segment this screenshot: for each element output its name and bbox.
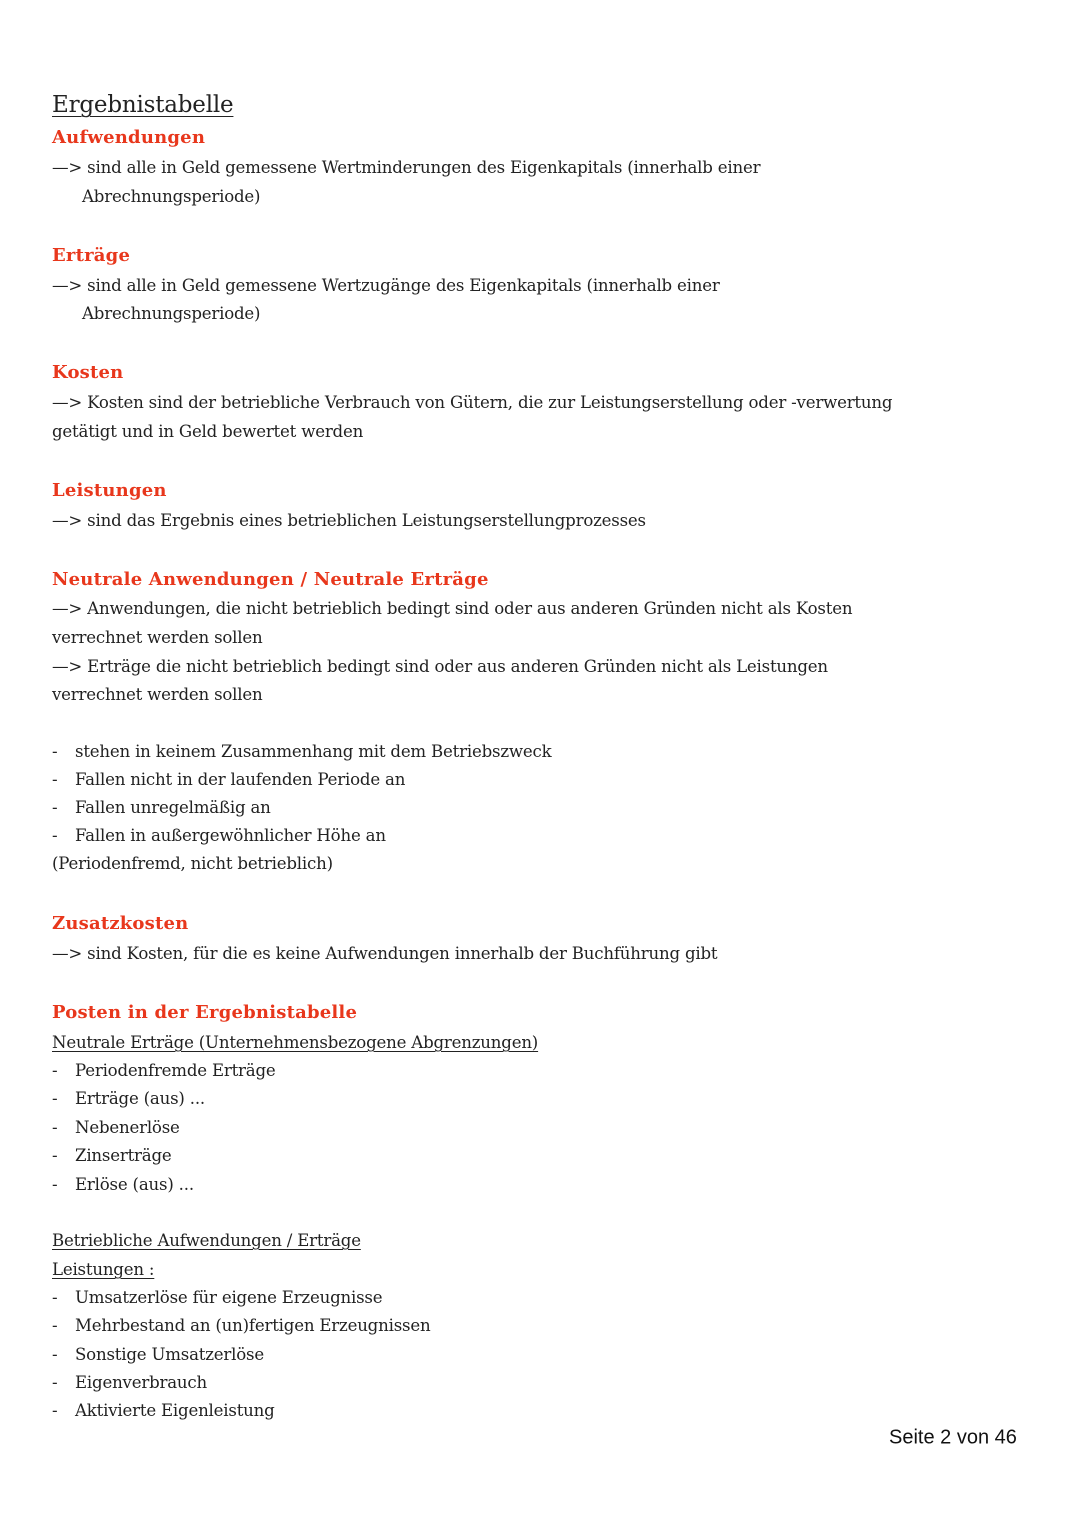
bullet-dash: - xyxy=(52,1061,58,1080)
bullet-dash: - xyxy=(52,1118,58,1137)
heading-neutrale: Neutrale Anwendungen / Neutrale Erträge xyxy=(52,569,489,590)
list-item-text: Sonstige Umsatzerlöse xyxy=(75,1345,264,1364)
page-number: Seite 2 von 46 xyxy=(889,1426,1017,1449)
list-item xyxy=(52,1061,276,1081)
paragraph-line: —> Kosten sind der betriebliche Verbrauch von Gütern, die zur Leistungserstellung oder -verwertung xyxy=(52,393,893,412)
list-item xyxy=(52,798,271,818)
bullet-dash: - xyxy=(52,1175,58,1194)
bullet-dash: - xyxy=(52,1401,58,1420)
paragraph-line: —> sind alle in Geld gemessene Wertzugänge des Eigenkapitals (innerhalb einer xyxy=(52,276,720,295)
page-title: Ergebnistabelle xyxy=(52,92,234,118)
list-item-text: Aktivierte Eigenleistung xyxy=(75,1401,275,1420)
note: (Periodenfremd, nicht betrieblich) xyxy=(52,854,333,873)
subheading-leistungen: Leistungen : xyxy=(52,1260,155,1279)
list-item-text: Fallen unregelmäßig an xyxy=(75,798,271,817)
subheading-neutrale-ertraege: Neutrale Erträge (Unternehmensbezogene Abgrenzungen) xyxy=(52,1033,539,1052)
list-item xyxy=(52,1175,194,1195)
list-item xyxy=(52,1089,205,1109)
list-item xyxy=(52,1118,180,1138)
heading-posten: Posten in der Ergebnistabelle xyxy=(52,1002,358,1023)
paragraph-line: —> sind alle in Geld gemessene Wertminderungen des Eigenkapitals (innerhalb einer xyxy=(52,158,761,177)
list-item-text: Fallen nicht in der laufenden Periode an xyxy=(75,770,406,789)
bullet-dash: - xyxy=(52,1373,58,1392)
bullet-dash: - xyxy=(52,798,58,817)
list-item xyxy=(52,770,405,790)
bullet-dash: - xyxy=(52,1316,58,1335)
list-item xyxy=(52,742,551,762)
list-item xyxy=(52,1373,207,1393)
list-item xyxy=(52,1401,275,1421)
heading-ertraege: Erträge xyxy=(52,245,131,266)
list-item-text: Periodenfremde Erträge xyxy=(75,1061,276,1080)
list-item xyxy=(52,1288,382,1308)
list-item xyxy=(52,1146,172,1166)
list-item-text: Mehrbestand an (un)fertigen Erzeugnissen xyxy=(75,1316,431,1335)
heading-aufwendungen: Aufwendungen xyxy=(52,127,206,148)
list-item-text: stehen in keinem Zusammenhang mit dem Betriebszweck xyxy=(75,742,552,761)
heading-zusatzkosten: Zusatzkosten xyxy=(52,913,189,934)
bullet-dash: - xyxy=(52,742,58,761)
bullet-dash: - xyxy=(52,1288,58,1307)
list-item-text: Fallen in außergewöhnlicher Höhe an xyxy=(75,826,386,845)
heading-kosten: Kosten xyxy=(52,362,124,383)
list-item xyxy=(52,1345,264,1365)
paragraph-line: Abrechnungsperiode) xyxy=(82,187,261,206)
list-item-text: Zinserträge xyxy=(75,1146,172,1165)
paragraph-line: verrechnet werden sollen xyxy=(52,685,263,704)
paragraph-line: —> Anwendungen, die nicht betrieblich bedingt sind oder aus anderen Gründen nicht als Kosten xyxy=(52,599,853,618)
list-item xyxy=(52,826,386,846)
subheading-betriebliche: Betriebliche Aufwendungen / Erträge xyxy=(52,1231,361,1250)
heading-leistungen: Leistungen xyxy=(52,480,167,501)
paragraph-line: —> sind Kosten, für die es keine Aufwendungen innerhalb der Buchführung gibt xyxy=(52,944,718,963)
bullet-dash: - xyxy=(52,826,58,845)
list-item-text: Nebenerlöse xyxy=(75,1118,180,1137)
bullet-dash: - xyxy=(52,1146,58,1165)
list-item-text: Eigenverbrauch xyxy=(75,1373,207,1392)
list-item-text: Erlöse (aus) ... xyxy=(75,1175,194,1194)
paragraph-line: —> Erträge die nicht betrieblich bedingt sind oder aus anderen Gründen nicht als Leistungen xyxy=(52,657,828,676)
paragraph-line: getätigt und in Geld bewertet werden xyxy=(52,422,364,441)
list-item-text: Erträge (aus) ... xyxy=(75,1089,205,1108)
list-item xyxy=(52,1316,430,1336)
bullet-dash: - xyxy=(52,1345,58,1364)
list-item-text: Umsatzerlöse für eigene Erzeugnisse xyxy=(75,1288,383,1307)
bullet-dash: - xyxy=(52,770,58,789)
paragraph-line: —> sind das Ergebnis eines betrieblichen Leistungserstellungprozesses xyxy=(52,511,646,530)
paragraph-line: Abrechnungsperiode) xyxy=(82,304,261,323)
bullet-dash: - xyxy=(52,1089,58,1108)
paragraph-line: verrechnet werden sollen xyxy=(52,628,263,647)
